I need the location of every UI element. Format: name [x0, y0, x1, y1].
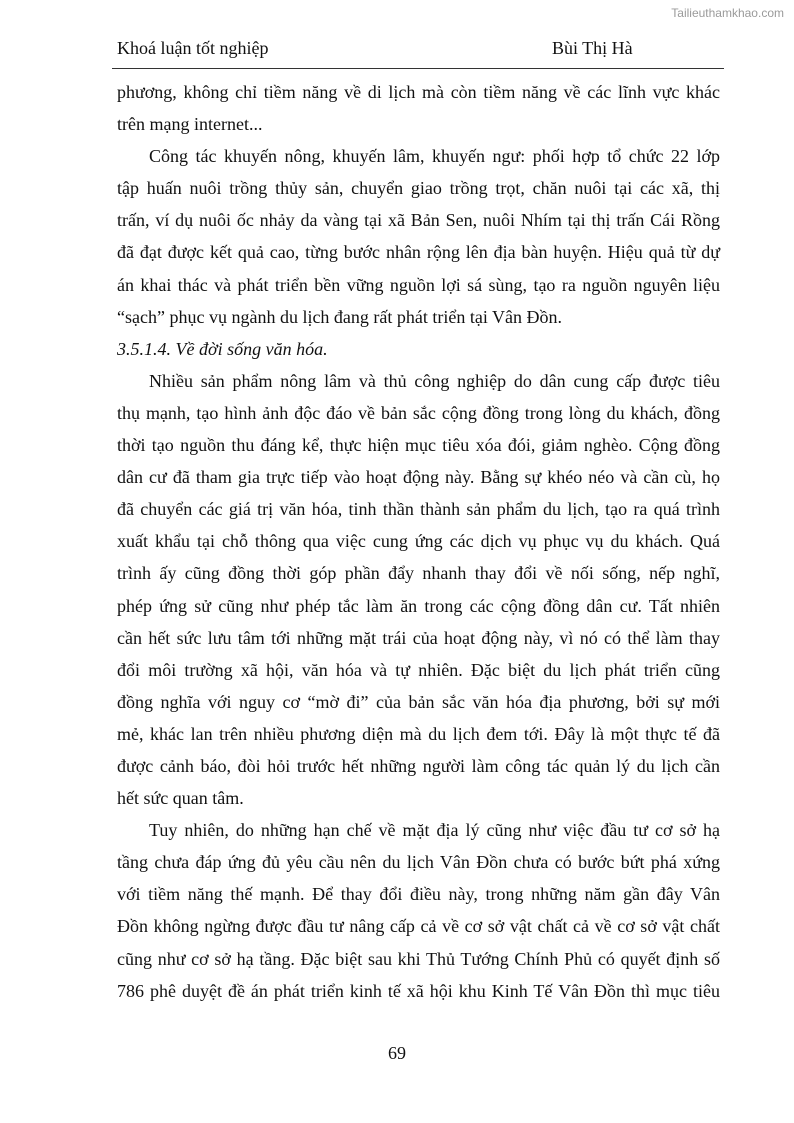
- header-author: Bùi Thị Hà: [552, 38, 633, 58]
- body-text-line: thời tạo nguồn thu đáng kể, thực hiện mục tiêu xóa đói, giảm nghèo. Cộng đồng: [117, 435, 720, 456]
- body-text-line: phép ứng sử cũng như phép tắc làm ăn trong các cộng đồng dân cư. Tất nhiên: [117, 595, 720, 616]
- body-text-line: trấn, ví dụ nuôi ốc nhảy da vàng tại xã Bản Sen, nuôi Nhím tại thị trấn Cái Rồng: [117, 210, 720, 231]
- body-text-line: Tuy nhiên, do những hạn chế về mặt địa lý cũng như việc đầu tư cơ sở hạ: [149, 820, 720, 841]
- body-text-line: hết sức quan tâm.: [117, 788, 244, 809]
- body-text-line: trên mạng internet...: [117, 114, 263, 135]
- body-text-line: mẻ, khác lan trên nhiều phương diện mà du lịch đem tới. Đây là một thực tế đã: [117, 723, 720, 744]
- body-text-line: Nhiều sản phẩm nông lâm và thủ công nghiệp do dân cung cấp được tiêu: [149, 370, 720, 391]
- body-text-line: Đồn không ngừng được đầu tư nâng cấp cả về cơ sở vật chất cả về cơ sở vật chất: [117, 916, 720, 937]
- body-text-line: phương, không chỉ tiềm năng về di lịch mà còn tiềm năng về các lĩnh vực khác: [117, 82, 720, 102]
- body-text-line: dân cư đã tham gia trực tiếp vào hoạt động này. Bằng sự khéo néo và cần cù, họ: [117, 467, 720, 488]
- body-text-line: đồng nghĩa với nguy cơ “mờ đi” của bản sắc văn hóa địa phương, bởi sự mới: [117, 691, 720, 712]
- body-text-line: đã chuyển các giá trị văn hóa, tinh thần thành sản phẩm du lịch, tạo ra quá trình: [117, 499, 720, 520]
- page-number: 69: [388, 1043, 406, 1063]
- body-text-line: tầng chưa đáp ứng đủ yêu cầu nên du lịch Vân Đồn chưa có bước bứt phá xứng: [117, 852, 720, 873]
- body-text-line: được cảnh báo, đòi hỏi trước hết những người làm công tác quản lý du lịch cần: [117, 755, 720, 776]
- body-text-line: Công tác khuyến nông, khuyến lâm, khuyến ngư: phối hợp tổ chức 22 lớp: [149, 146, 720, 167]
- body-text-line: cần hết sức lưu tâm tới những mặt trái của hoạt động này, vì nó có thể làm thay: [117, 627, 720, 648]
- body-text-line: cũng như cơ sở hạ tầng. Đặc biệt sau khi Thủ Tướng Chính Phủ có quyết định số: [117, 948, 720, 969]
- body-text-line: đổi môi trường xã hội, văn hóa và tự nhiên. Đặc biệt du lịch phát triển cũng: [117, 659, 720, 680]
- body-text-line: với tiềm năng thế mạnh. Để thay đổi điều này, trong những năm gần đây Vân: [117, 884, 720, 905]
- header-title: Khoá luận tốt nghiệp: [117, 38, 269, 58]
- body-text-line: án khai thác và phát triển bền vững nguồn lợi sá sùng, tạo ra nguồn nguyên liệu: [117, 274, 720, 295]
- header-divider: [112, 68, 724, 69]
- body-text-line: trình ấy cũng đồng thời góp phần đẩy nhanh thay đổi về nối sống, nếp nghĩ,: [117, 563, 720, 584]
- body-text-line: thụ mạnh, tạo hình ảnh độc đáo về bản sắc cộng đồng trong lòng du khách, đồng: [117, 402, 720, 423]
- body-text-line: đã đạt được kết quả cao, từng bước nhân rộng lên địa bàn huyện. Hiệu quả từ dự: [117, 242, 720, 263]
- watermark: Tailieuthamkhao.com: [671, 6, 784, 20]
- body-text-line: 786 phê duyệt đề án phát triển kinh tế xã hội khu Kinh Tế Vân Đồn thì mục tiêu: [117, 980, 720, 1001]
- document-body: [117, 76, 720, 1007]
- body-text-line: xuất khẩu tại chỗ thông qua việc cung ứng các dịch vụ phục vụ du khách. Quá: [117, 531, 720, 552]
- body-text-line: “sạch” phục vụ ngành du lịch đang rất phát triển tại Vân Đồn.: [117, 306, 563, 327]
- section-heading: 3.5.1.4. Về đời sống văn hóa.: [117, 338, 328, 359]
- body-text-line: tập huấn nuôi trồng thủy sản, chuyển giao trồng trọt, chăn nuôi tại các xã, thị: [117, 178, 720, 199]
